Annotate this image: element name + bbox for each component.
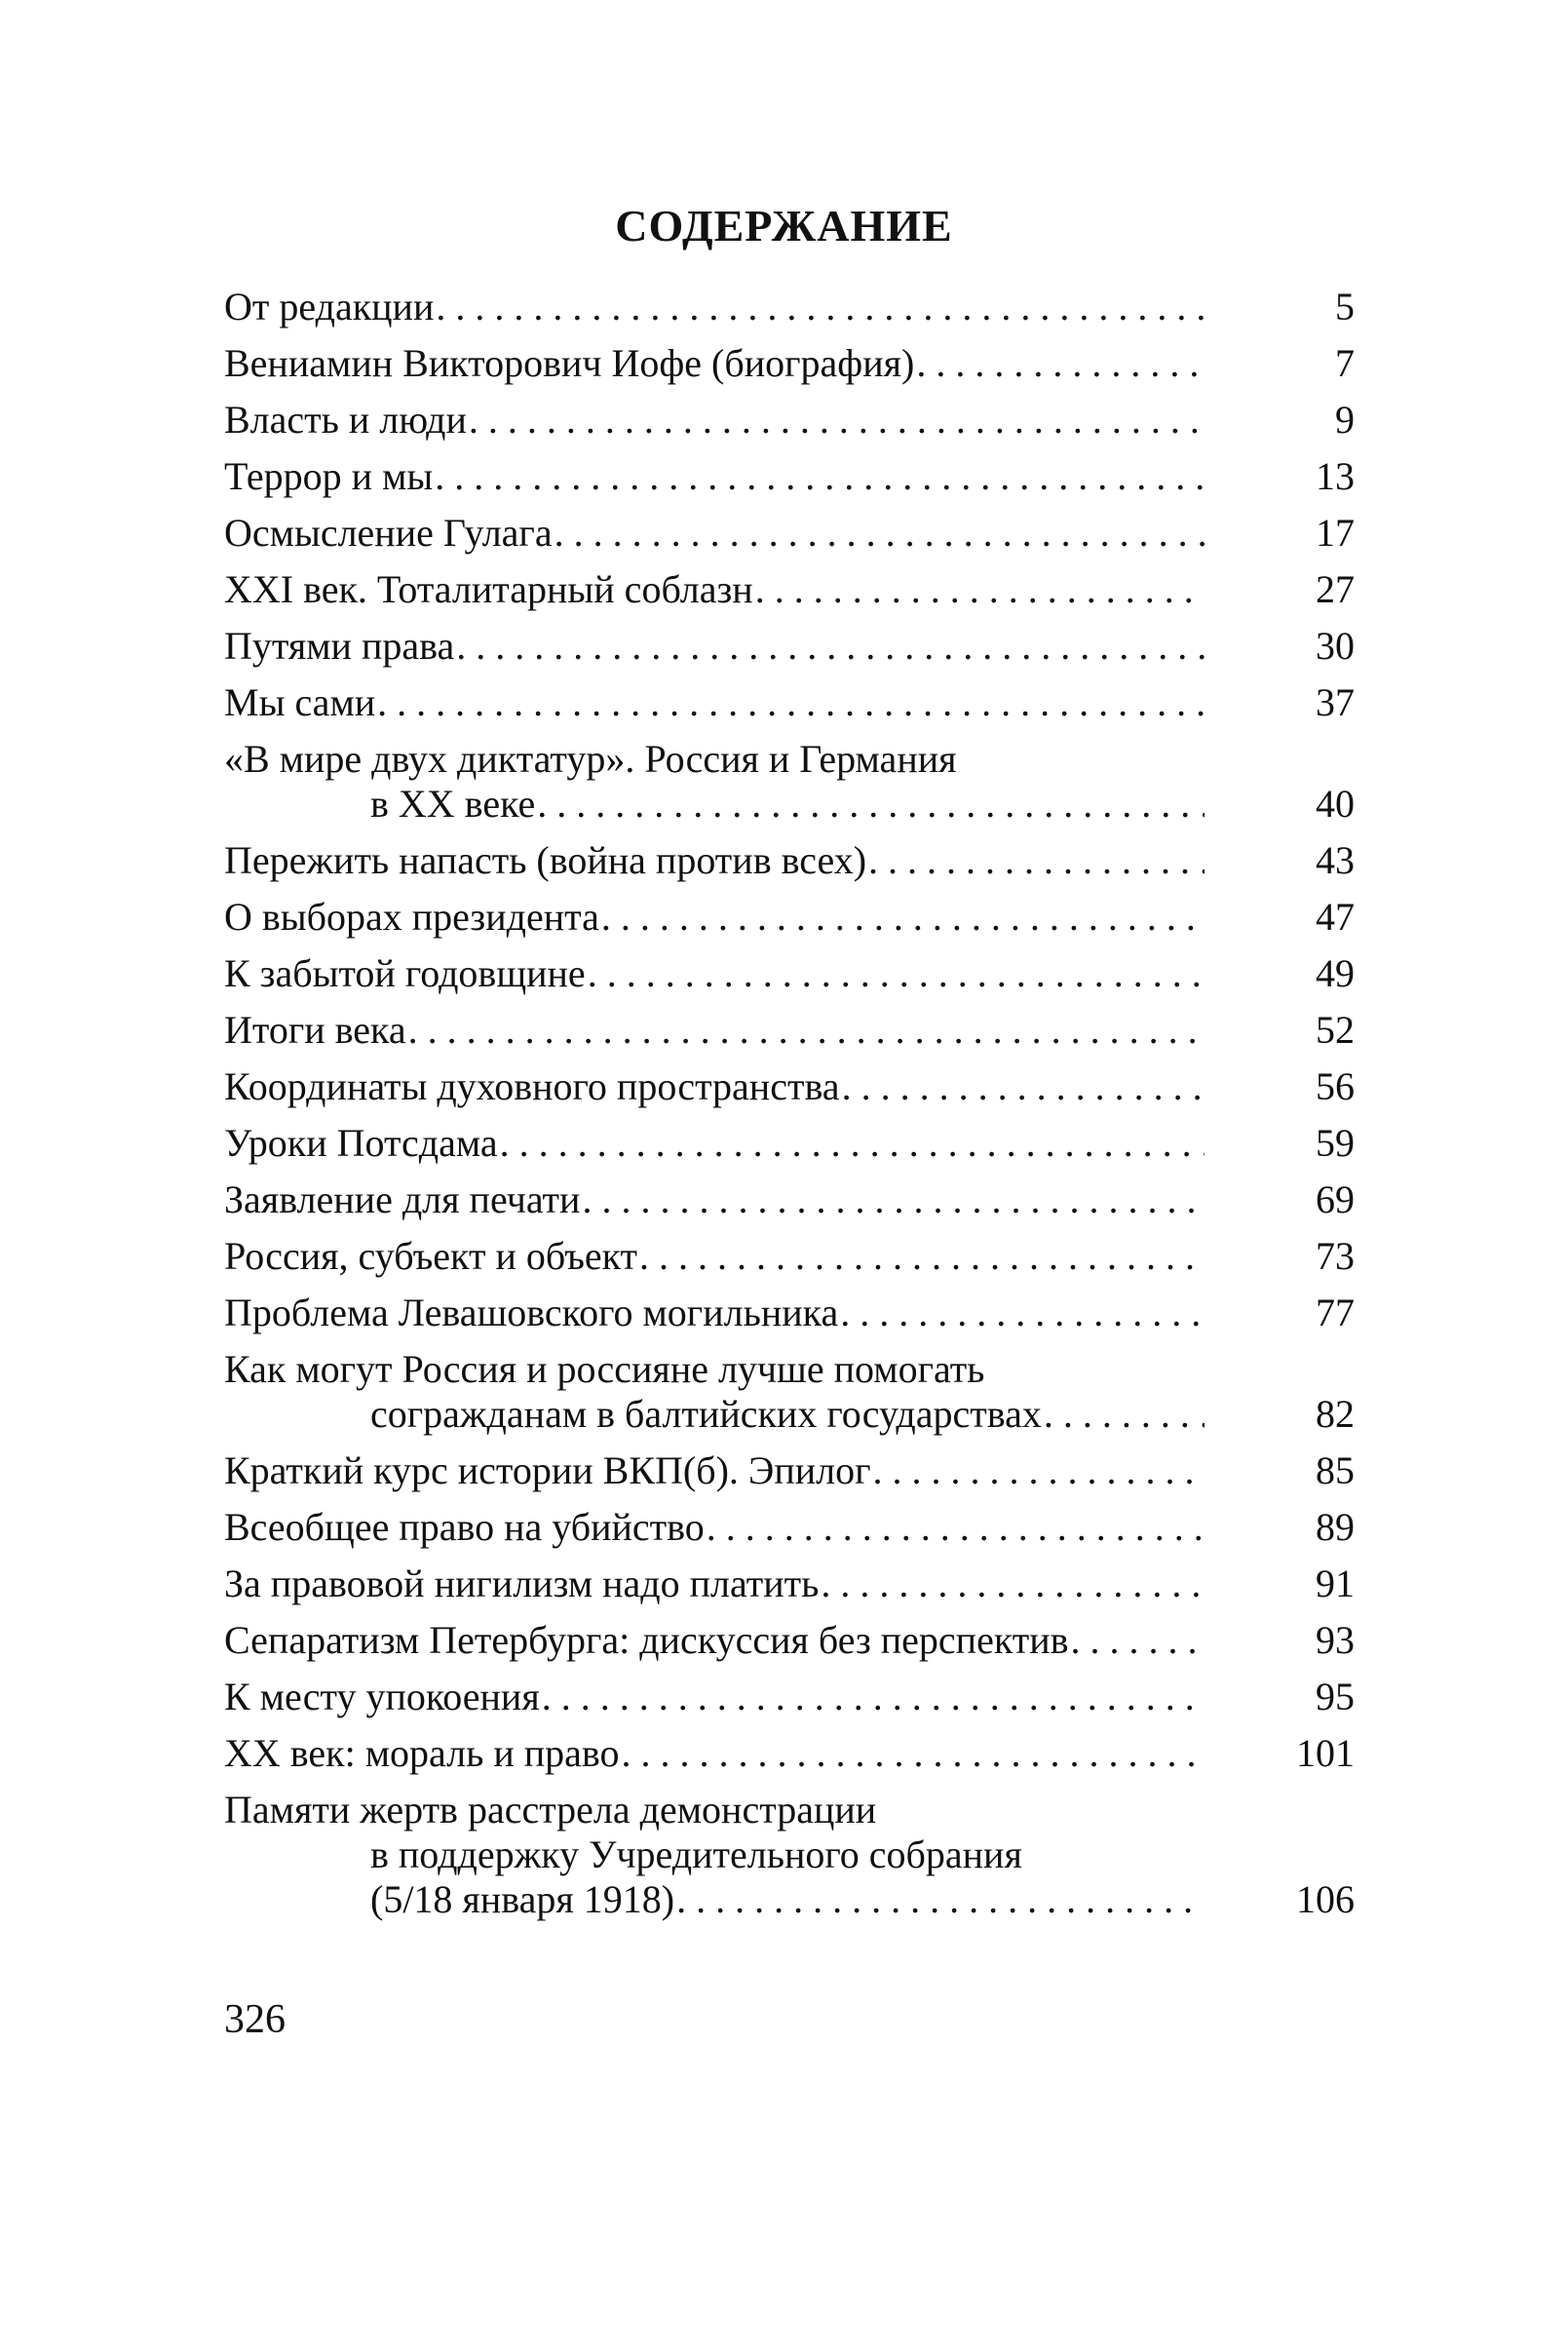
dot-leader <box>842 1064 1205 1109</box>
toc-entry-title: XXI век. Тоталитарный соблазн <box>224 567 753 611</box>
toc-entry <box>224 1064 1355 1109</box>
toc-entry-title: Заявление для печати <box>224 1177 581 1221</box>
dot-leader <box>436 285 1205 329</box>
toc-entry-title: Проблема Левашовского могильника <box>224 1291 839 1334</box>
dot-leader <box>588 951 1205 996</box>
dot-leader <box>1044 1392 1205 1437</box>
toc-entry <box>224 341 1355 386</box>
dot-leader <box>821 1562 1205 1606</box>
toc-entry <box>224 951 1355 996</box>
toc-entry-line <box>224 1562 1355 1606</box>
toc-entry <box>224 1121 1355 1166</box>
toc-entry <box>224 680 1355 725</box>
toc-entry-page-number: 7 <box>1335 341 1355 385</box>
toc-entry-title: Россия, субъект и объект <box>224 1234 638 1278</box>
toc-entry <box>224 1448 1355 1493</box>
toc-entry <box>224 1347 1355 1437</box>
toc-entry <box>224 1618 1355 1663</box>
toc-entry-page-number: 43 <box>1316 838 1355 882</box>
toc-entry-line <box>224 1448 1355 1493</box>
toc-entry-title: Координаты духовного пространства <box>224 1064 840 1108</box>
toc-entry-line <box>224 782 1355 827</box>
dot-leader <box>676 1877 1205 1922</box>
toc-entry-line <box>224 895 1355 940</box>
toc-entry-page-number: 77 <box>1316 1291 1355 1334</box>
toc-entry-page-number: 85 <box>1316 1448 1355 1492</box>
toc-entry-page-number: 101 <box>1296 1731 1355 1775</box>
toc-entry-title: К месту упокоения <box>224 1675 540 1718</box>
dot-leader <box>868 838 1205 883</box>
toc-entry-line <box>224 680 1355 725</box>
toc-entry-title: Вениамин Викторович Иофе (биография) <box>224 341 915 385</box>
toc-entry <box>224 567 1355 612</box>
toc-entry-title: Власть и люди <box>224 398 467 442</box>
toc-entry-line <box>224 398 1355 443</box>
toc-entry-line <box>224 1505 1355 1550</box>
toc-entry-title: Мы сами <box>224 680 376 724</box>
toc-entry-line <box>224 1291 1355 1335</box>
toc-entry-title: Сепаратизм Петербурга: дискуссия без перспектив <box>224 1618 1069 1662</box>
toc-entry <box>224 398 1355 443</box>
toc-entry <box>224 1505 1355 1550</box>
toc-entry <box>224 1177 1355 1222</box>
toc-entry-title: Всеобщее право на убийство <box>224 1505 705 1549</box>
toc-entry-line <box>224 1618 1355 1663</box>
toc-entry-line <box>224 1177 1355 1222</box>
toc-entry-title: (5/18 января 1918) <box>370 1877 675 1921</box>
toc-entry-page-number: 40 <box>1316 782 1355 826</box>
dot-leader <box>555 511 1205 556</box>
toc-entry-page-number: 37 <box>1316 680 1355 724</box>
toc-entry-page-number: 59 <box>1316 1121 1355 1165</box>
toc-entry-line <box>224 454 1355 499</box>
toc-entry-title: Итоги века <box>224 1008 406 1052</box>
dot-leader <box>873 1448 1205 1493</box>
toc-entry-line <box>224 1877 1355 1922</box>
toc-entry-line <box>224 567 1355 612</box>
toc-entry-line <box>224 1008 1355 1053</box>
toc-entry-title: Как могут Россия и россияне лучше помогать <box>224 1347 985 1391</box>
toc-entry-title: Осмысление Гулага <box>224 511 553 555</box>
toc-entry-page-number: 106 <box>1296 1877 1355 1921</box>
dot-leader <box>1071 1618 1205 1663</box>
toc-entry <box>224 1008 1355 1053</box>
toc-entry-line <box>224 838 1355 883</box>
toc-entry <box>224 737 1355 827</box>
toc-entry-title: согражданам в балтийских государствах <box>370 1392 1042 1436</box>
toc-entry-page-number: 93 <box>1316 1618 1355 1662</box>
toc-entry <box>224 285 1355 329</box>
toc-entry-line <box>224 511 1355 556</box>
toc-entry-page-number: 95 <box>1316 1675 1355 1718</box>
toc-entry <box>224 624 1355 669</box>
toc-entry-line <box>224 1121 1355 1166</box>
dot-leader <box>916 341 1205 386</box>
toc-entry-title: Пережить напасть (война против всех) <box>224 838 867 882</box>
toc-entry-title: в поддержку Учредительного собрания <box>370 1832 1022 1876</box>
toc-entry-line <box>224 285 1355 329</box>
toc-entry-title: Путями права <box>224 624 455 668</box>
dot-leader <box>500 1121 1205 1166</box>
dot-leader <box>840 1291 1205 1335</box>
toc-entry-page-number: 17 <box>1316 511 1355 555</box>
toc-entry-title: За правовой нигилизм надо платить <box>224 1562 820 1605</box>
toc-entry <box>224 1234 1355 1279</box>
toc-entry <box>224 1291 1355 1335</box>
toc-entry-title: XX век: мораль и право <box>224 1731 620 1775</box>
page-number: 326 <box>224 1997 286 2042</box>
dot-leader <box>755 567 1205 612</box>
toc-entry <box>224 1675 1355 1719</box>
toc-entry-page-number: 9 <box>1335 398 1355 442</box>
toc-entry-line <box>224 341 1355 386</box>
dot-leader <box>622 1731 1205 1776</box>
dot-leader <box>377 680 1205 725</box>
toc-entry <box>224 838 1355 883</box>
toc-entry-page-number: 13 <box>1316 454 1355 498</box>
toc-entry-title: О выборах президента <box>224 895 599 939</box>
toc-entry <box>224 1731 1355 1776</box>
toc-entry-title: Уроки Потсдама <box>224 1121 498 1165</box>
page-title: СОДЕРЖАНИЕ <box>615 201 953 251</box>
dot-leader <box>542 1675 1205 1719</box>
toc-entry <box>224 1562 1355 1606</box>
toc-entry-page-number: 47 <box>1316 895 1355 939</box>
dot-leader <box>582 1177 1205 1222</box>
toc-entry-title: К забытой годовщине <box>224 951 586 995</box>
toc-entry-page-number: 56 <box>1316 1064 1355 1108</box>
dot-leader <box>639 1234 1205 1279</box>
toc-entry <box>224 511 1355 556</box>
dot-leader <box>408 1008 1205 1053</box>
toc-entry-line <box>224 1832 1355 1877</box>
toc-entry-line <box>224 1675 1355 1719</box>
toc-entry <box>224 1788 1355 1922</box>
toc-entry-line <box>224 951 1355 996</box>
dot-leader <box>601 895 1205 940</box>
toc-entry-page-number: 49 <box>1316 951 1355 995</box>
dot-leader <box>707 1505 1205 1550</box>
toc-entry-title: Террор и мы <box>224 454 434 498</box>
toc-entry-line <box>224 737 1355 782</box>
toc-entry-title: в XX веке <box>370 782 536 826</box>
toc-entry-line <box>224 1234 1355 1279</box>
toc-entry-line <box>224 1347 1355 1392</box>
toc-entry-line <box>224 1064 1355 1109</box>
toc-entry-title: «В мире двух диктатур». Россия и Германия <box>224 737 957 781</box>
toc-entry-page-number: 30 <box>1316 624 1355 668</box>
table-of-contents <box>224 285 1355 1934</box>
toc-entry-page-number: 69 <box>1316 1177 1355 1221</box>
toc-entry-page-number: 73 <box>1316 1234 1355 1278</box>
toc-entry-line <box>224 1392 1355 1437</box>
toc-entry-title: Памяти жертв расстрела демонстрации <box>224 1788 877 1831</box>
toc-entry-page-number: 91 <box>1316 1562 1355 1605</box>
toc-entry-line <box>224 1788 1355 1832</box>
toc-entry-title: Краткий курс истории ВКП(б). Эпилог <box>224 1448 871 1492</box>
toc-entry <box>224 454 1355 499</box>
dot-leader <box>469 398 1205 443</box>
toc-entry-line <box>224 1731 1355 1776</box>
dot-leader <box>456 624 1205 669</box>
toc-entry-page-number: 5 <box>1335 285 1355 328</box>
toc-entry-title: От редакции <box>224 285 435 328</box>
toc-entry <box>224 895 1355 940</box>
toc-entry-page-number: 52 <box>1316 1008 1355 1052</box>
toc-entry-page-number: 27 <box>1316 567 1355 611</box>
dot-leader <box>435 454 1205 499</box>
toc-entry-page-number: 89 <box>1316 1505 1355 1549</box>
dot-leader <box>537 782 1205 827</box>
toc-entry-page-number: 82 <box>1316 1392 1355 1436</box>
toc-entry-line <box>224 624 1355 669</box>
